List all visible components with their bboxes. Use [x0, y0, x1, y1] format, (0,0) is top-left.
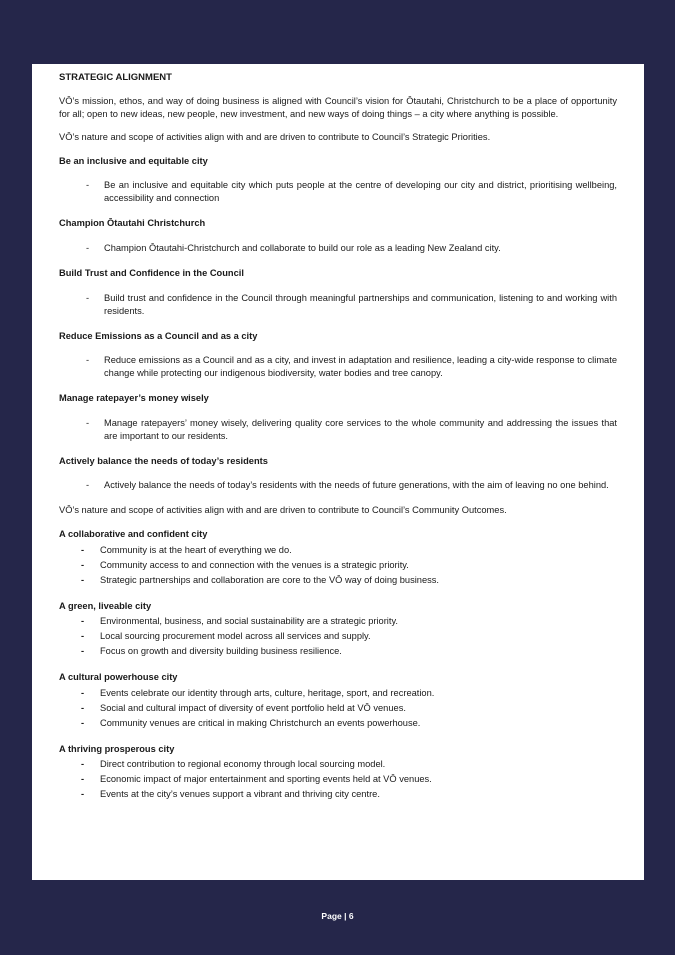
outcome-item: - Events at the city’s venues support a vibrant and thriving city centre. [59, 787, 617, 802]
intro-paragraph-2: VŌ’s nature and scope of activities align with and are driven to contribute to Council’s Strategic Priorities. [59, 132, 491, 143]
outcome-item: - Community venues are critical in making Christchurch an events powerhouse. [59, 716, 617, 731]
priority-list [59, 242, 617, 255]
priority-list [59, 179, 617, 205]
priority-list [59, 417, 617, 443]
priority-heading: Actively balance the needs of today’s residents [59, 455, 268, 466]
priority-heading: Champion Ōtautahi Christchurch [59, 218, 206, 229]
outcome-item: - Direct contribution to regional economy through local sourcing model. [59, 757, 617, 772]
priority-item: - Actively balance the needs of today’s residents with the needs of future generations, with the aim of leaving no one behind. [59, 479, 617, 492]
outcome-heading: A green, liveable city [59, 600, 152, 611]
priority-item: - Manage ratepayers’ money wisely, delivering quality core services to the whole community and addressing the issues that are important to our residents. [59, 417, 617, 443]
outcome-item: - Strategic partnerships and collaboration are core to the VŌ way of doing business. [59, 573, 617, 588]
priority-heading: Manage ratepayer’s money wisely [59, 393, 209, 404]
priority-item: - Build trust and confidence in the Council through meaningful partnerships and communication, listening to and working with residents. [59, 292, 617, 318]
priority-item: - Be an inclusive and equitable city which puts people at the centre of developing our city and district, prioritising wellbeing, accessibility and connection [59, 179, 617, 205]
outcomes-intro: VŌ’s nature and scope of activities align with and are driven to contribute to Council’s Community Outcomes. [59, 505, 507, 516]
outcome-item: - Events celebrate our identity through arts, culture, heritage, sport, and recreation. [59, 686, 617, 701]
outcome-item: - Community is at the heart of everything we do. [59, 543, 617, 558]
outcome-heading: A collaborative and confident city [59, 528, 208, 539]
outcome-item: - Community access to and connection with the venues is a strategic priority. [59, 558, 617, 573]
priority-list [59, 354, 617, 380]
outcome-item: - Social and cultural impact of diversity of event portfolio held at VŌ venues. [59, 701, 617, 716]
outcome-list [59, 757, 617, 802]
outcome-item: - Local sourcing procurement model across all services and supply. [59, 629, 617, 644]
outcome-heading: A thriving prosperous city [59, 743, 175, 754]
outcome-item: - Environmental, business, and social sustainability are a strategic priority. [59, 614, 617, 629]
outcome-item: - Focus on growth and diversity building business resilience. [59, 644, 617, 659]
priority-list [59, 479, 617, 492]
priority-item: - Reduce emissions as a Council and as a city, and invest in adaptation and resilience, leading a city-wide response to climate change while protecting our indigenous biodiversity, water bodies and tree canopy. [59, 354, 617, 380]
priority-heading: Be an inclusive and equitable city [59, 155, 208, 166]
priority-heading: Build Trust and Confidence in the Council [59, 267, 244, 278]
outcome-item: - Economic impact of major entertainment and sporting events held at VŌ venues. [59, 772, 617, 787]
priority-item: - Champion Ōtautahi-Christchurch and collaborate to build our role as a leading New Zealand city. [59, 242, 617, 255]
outcome-list [59, 614, 617, 659]
outcome-list [59, 686, 617, 731]
priority-list [59, 292, 617, 318]
page-number: Page | 6 [321, 911, 354, 921]
page-title: STRATEGIC ALIGNMENT [59, 72, 172, 83]
priority-heading: Reduce Emissions as a Council and as a city [59, 330, 258, 341]
document-page [32, 64, 644, 880]
outcome-heading: A cultural powerhouse city [59, 672, 178, 683]
intro-paragraph-1: VŌ’s mission, ethos, and way of doing business is aligned with Council’s vision for Ōtautahi, Christchurch to be a place of opportunity for all; open to new ideas, new people, new investment, and new ways of doing things – a city where anything is possible. [59, 96, 617, 119]
outcome-list [59, 543, 617, 588]
